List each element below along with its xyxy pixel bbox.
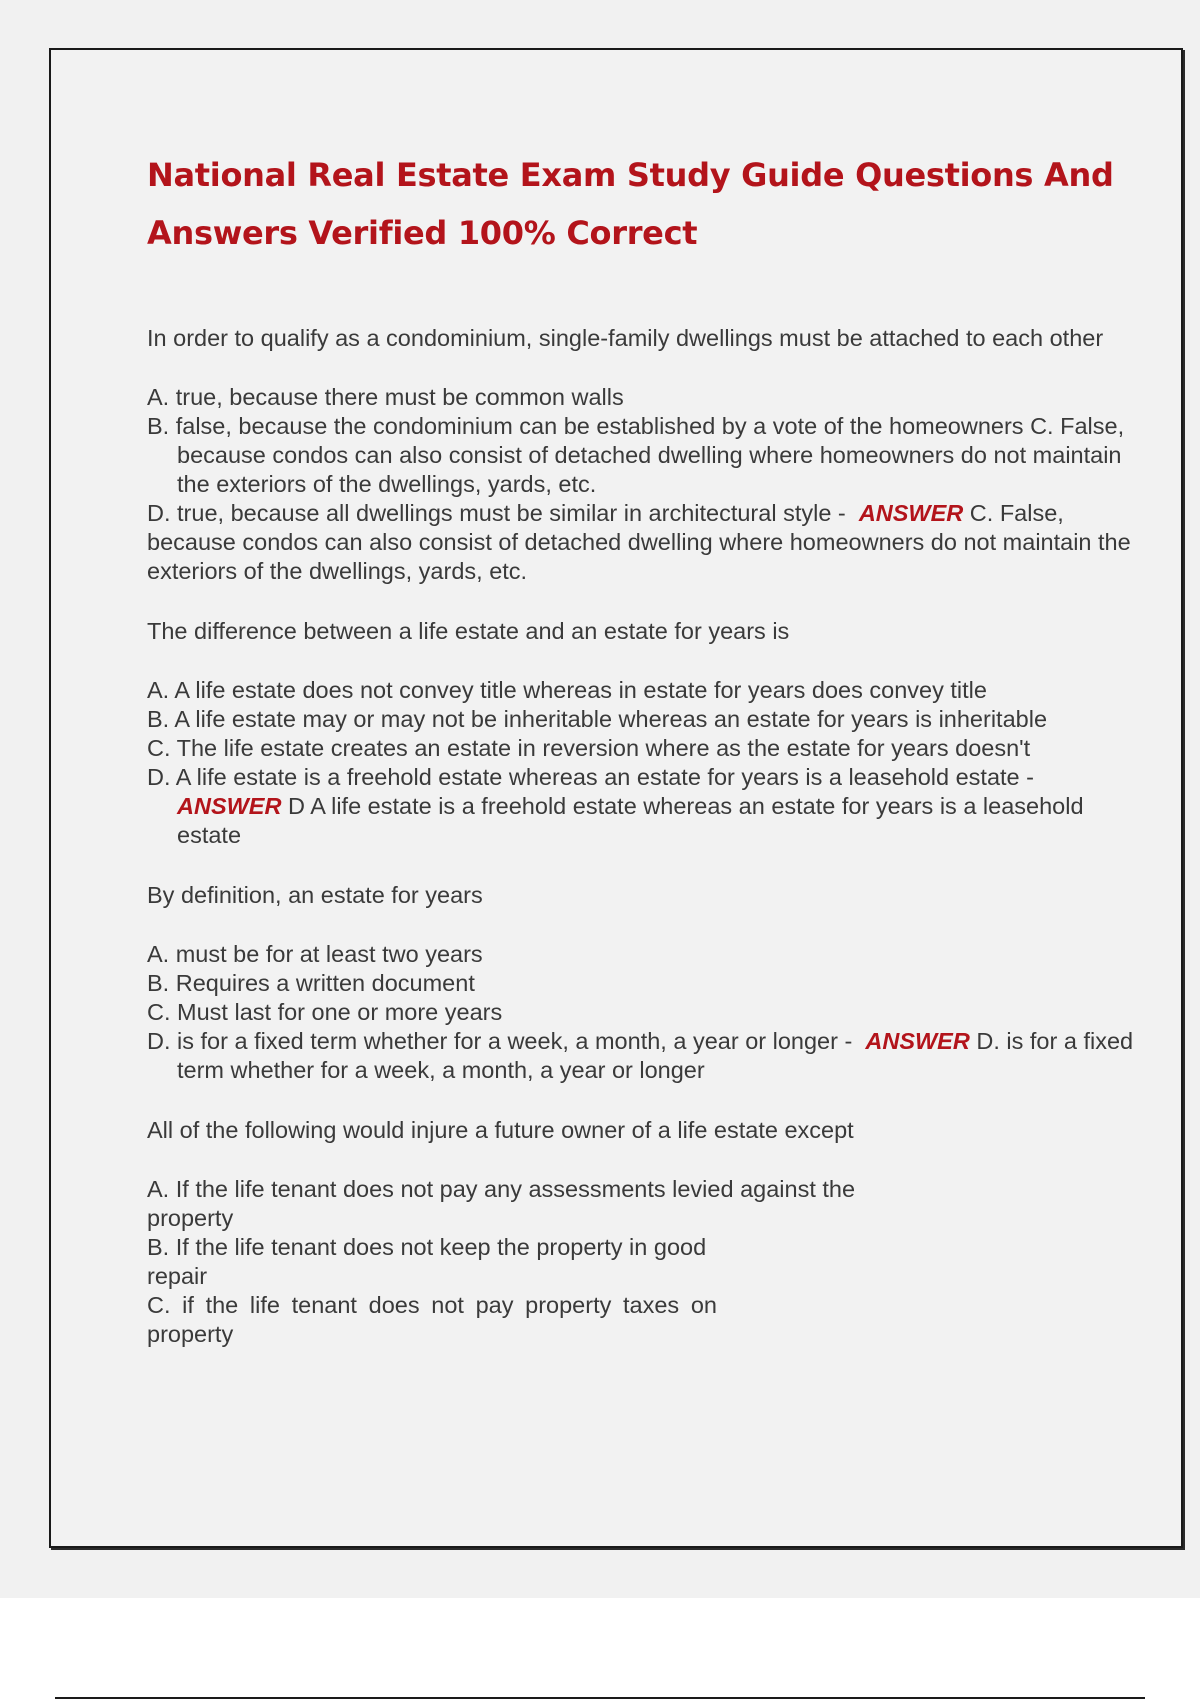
option-item: A. A life estate does not convey title whereas in estate for years does convey title [147,677,987,703]
option-item: A. must be for at least two years [147,941,483,967]
option-item: B. Requires a written document [147,970,475,996]
question-prompt: All of the following would injure a future owner of a life estate except [147,1117,854,1143]
question-block-3 [147,881,1137,1085]
page-content [147,146,1137,1349]
answer-text: D A life estate is a freehold estate whereas an estate for years is a leasehold estate [177,793,1084,848]
option-item: B. false, because the condominium can be established by a vote of the homeowners C. False, because condos can also consist of detached dwelling where homeowners do not maintain the exteriors of the dwellings, yards, etc. [147,413,1125,497]
document-title: National Real Estate Exam Study Guide Questions And Answers Verified 100% Correct [147,156,1114,252]
option-text: D. A life estate is a freehold estate whereas an estate for years is a leasehold estate - [147,764,1034,790]
answer-label: ANSWER [865,1028,970,1054]
option-list [147,1175,1137,1349]
option-item: A. If the life tenant does not pay any assessments levied against the property [147,1176,856,1231]
question-block-1 [147,324,1137,586]
answer-text: D. is for a fixed term whether for a week, a month, a year or longer [177,1028,1134,1083]
option-item: C. if the life tenant does not pay property taxes on property [147,1292,717,1347]
option-item-with-answer [147,1027,1137,1085]
option-item: B. A life estate may or may not be inheritable whereas an estate for years is inheritable [147,706,1048,732]
option-item: B. If the life tenant does not keep the property in good repair [147,1234,707,1289]
question-block-2 [147,617,1137,850]
question-block-4 [147,1116,1137,1349]
option-text: D. true, because all dwellings must be similar in architectural style - [147,500,846,526]
option-list [147,676,1137,850]
option-item: C. Must last for one or more years [147,999,503,1025]
answer-text: C. False, because condos can also consist of detached dwelling where homeowners do not maintain the exteriors of the dwellings, yards, etc. [147,500,1131,584]
footer-divider [55,1697,1145,1699]
option-list [147,940,1137,1085]
answer-label: ANSWER [177,793,282,819]
question-prompt: The difference between a life estate and an estate for years is [147,618,790,644]
answer-label: ANSWER [858,500,964,526]
question-prompt: By definition, an estate for years [147,882,483,908]
option-item: A. true, because there must be common walls [147,384,624,410]
option-item-with-answer [147,499,1137,586]
option-text: D. is for a fixed term whether for a week, a month, a year or longer - [147,1028,853,1054]
option-item: C. The life estate creates an estate in reversion where as the estate for years doesn't [147,735,1031,761]
option-list [147,383,1137,586]
option-item-with-answer [147,763,1137,850]
document-page [49,48,1183,1548]
question-prompt: In order to qualify as a condominium, single-family dwellings must be attached to each other [147,325,1104,351]
